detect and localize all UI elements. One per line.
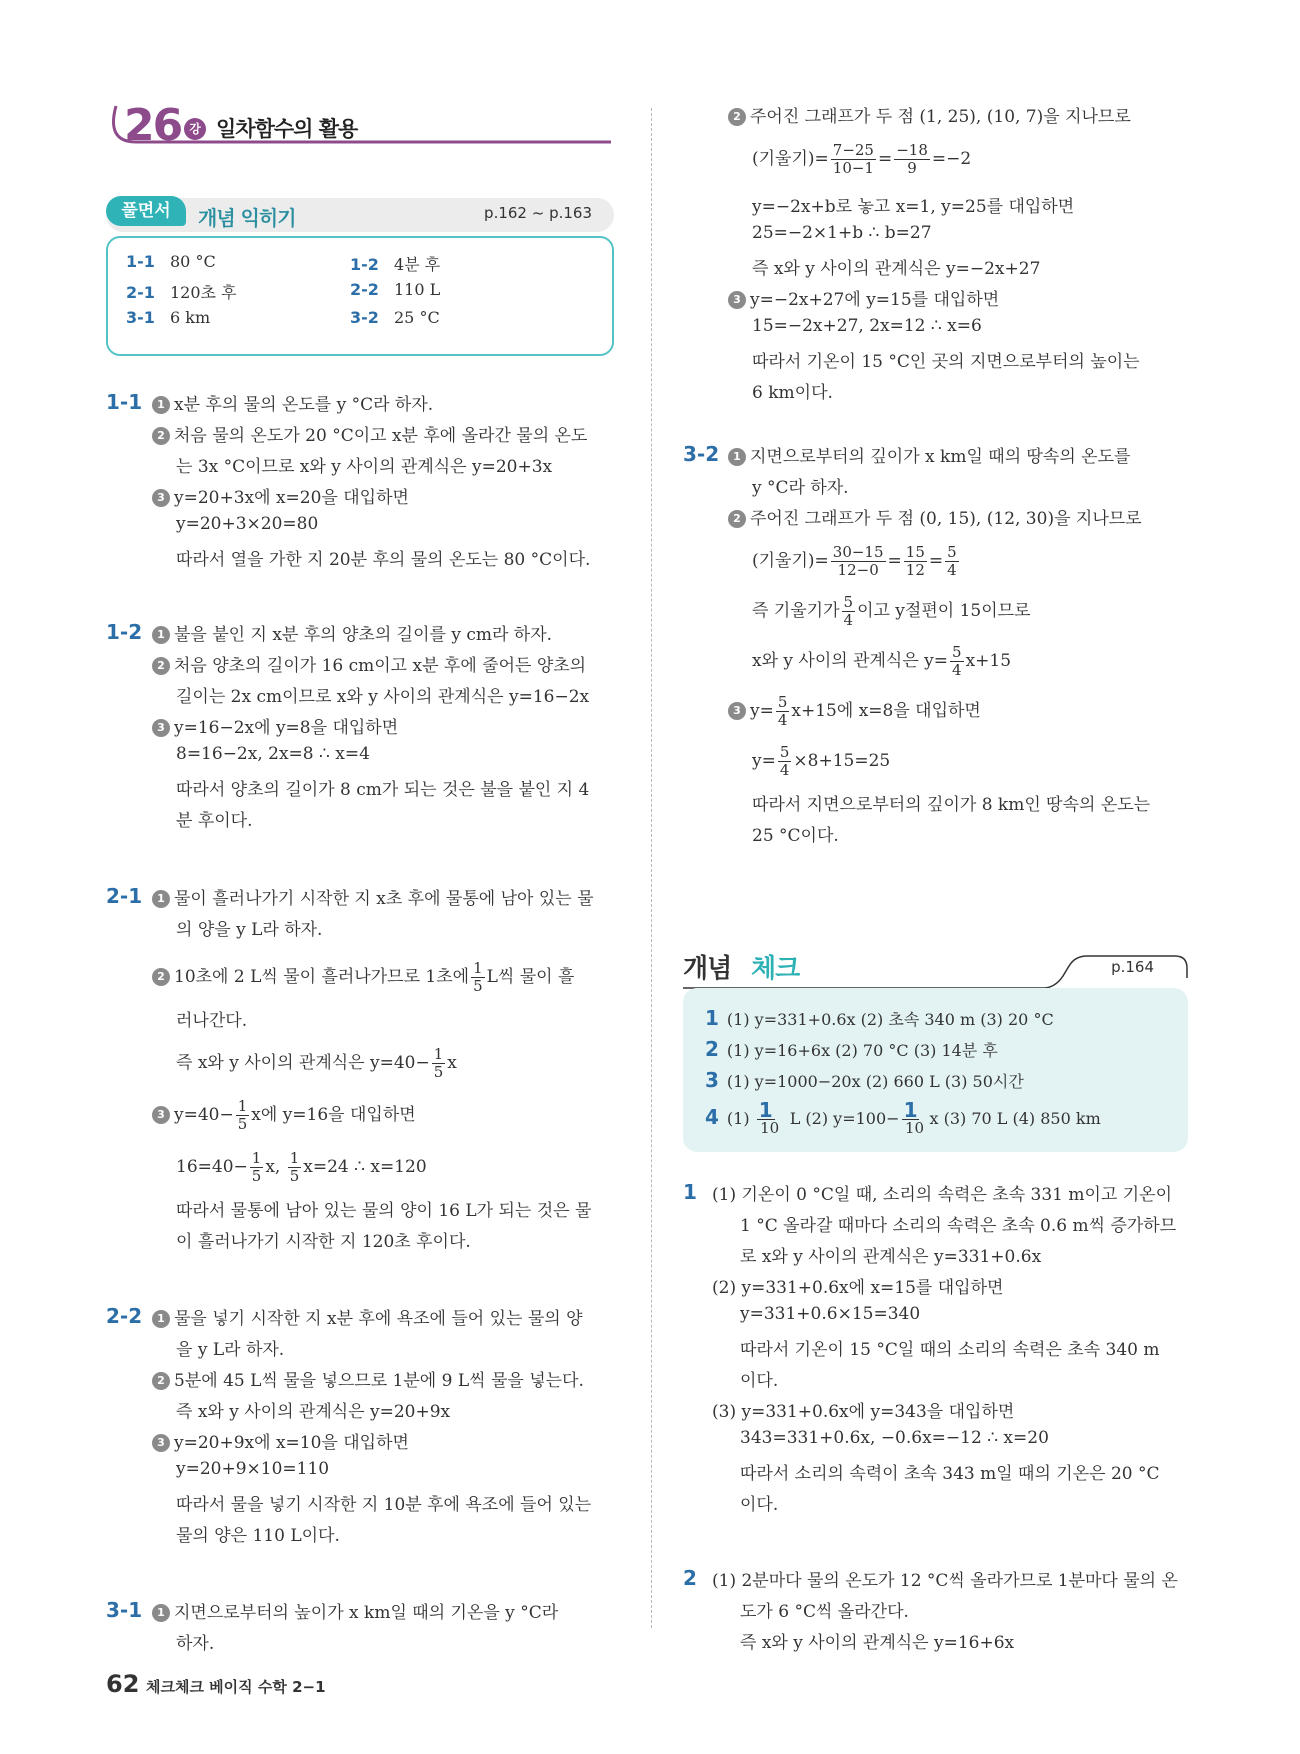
fraction: $\frac{1}{5}$: [433, 1045, 444, 1081]
solution-line: 3 y=16−2x에 y=8을 대입하면: [152, 713, 398, 738]
solution-line: 2 주어진 그래프가 두 점 (1, 25), (10, 7)을 지나므로: [728, 102, 1131, 127]
solution-line: y=20+9×10=110: [176, 1459, 330, 1479]
problem-label: 1-1: [106, 390, 143, 414]
problem-label: 3-2: [683, 442, 720, 466]
step-3-badge: 3: [152, 719, 170, 737]
solution-line: 1 물이 흘러나가기 시작한 지 x초 후에 물통에 남아 있는 물: [152, 884, 594, 909]
answer-item: 1-1 80 °C: [126, 252, 216, 271]
solution-line: 따라서 물을 넣기 시작한 지 10분 후에 욕조에 들어 있는: [176, 1495, 592, 1515]
step-2-badge: 2: [152, 1372, 170, 1390]
solution-line: 1 물을 넣기 시작한 지 x분 후에 욕조에 들어 있는 물의 양: [152, 1304, 583, 1329]
solution-line: 3 y=20+3x에 x=20을 대입하면: [152, 483, 409, 508]
solution-line: 즉 기울기가 $\frac{5}{4}$ 이고 y절편이 15이므로: [752, 593, 1031, 629]
solution-line: 2 10초에 2 L씩 물이 흘러나가므로 1초에 $\frac{1}{5}$ L씩 물이 흘: [152, 960, 574, 995]
solution-line: (3) y=331+0.6x에 y=343을 대입하면: [712, 1402, 1015, 1422]
solution-line: 즉 x와 y 사이의 관계식은 y=40− $\frac{1}{5}$ x: [176, 1045, 457, 1081]
fraction: $\frac{30-15}{12-0}$: [832, 543, 884, 579]
solution-line: 따라서 물통에 남아 있는 물의 양이 16 L가 되는 것은 물: [176, 1201, 592, 1221]
check-problem-number: 2: [683, 1566, 697, 1590]
solution-line: 1 °C 올라갈 때마다 소리의 속력은 초속 0.6 m씩 증가하므: [740, 1216, 1177, 1236]
lesson-title: 일차함수의 활용: [216, 117, 358, 141]
solution-line: 3 y=20+9x에 x=10을 대입하면: [152, 1428, 409, 1453]
step-1-badge: 1: [152, 626, 170, 644]
solution-line: y=20+3×20=80: [176, 514, 319, 534]
solution-line: 3 y=−2x+27에 y=15를 대입하면: [728, 285, 999, 310]
solution-line: 이다.: [740, 1371, 779, 1391]
solution-line: 16=40− $\frac{1}{5}$ x, $\frac{1}{5}$ x=24 ∴ x=120: [176, 1149, 427, 1185]
solution-line: y=−2x+b로 놓고 x=1, y=25를 대입하면: [752, 197, 1075, 217]
solution-line: 2 처음 양초의 길이가 16 cm이고 x분 후에 줄어든 양초의: [152, 651, 586, 676]
step-1-badge: 1: [152, 1604, 170, 1622]
fraction: $\frac{1}{5}$: [473, 959, 483, 995]
fraction: $\frac{5}{4}$: [947, 543, 957, 579]
problem-label: 1-2: [106, 620, 143, 644]
solution-line: 2 5분에 45 L씩 물을 넣으므로 1분에 9 L씩 물을 넣는다.: [152, 1366, 584, 1391]
solution-line: 하자.: [176, 1634, 215, 1654]
solution-line: (기울기)= $\frac{30-15}{12-0}$ = $\frac{15}{12}$ = $\frac{5}{4}$: [752, 543, 957, 579]
solution-line: 따라서 열을 가한 지 20분 후의 물의 온도는 80 °C이다.: [176, 550, 591, 570]
solution-line: x와 y 사이의 관계식은 y= $\frac{5}{4}$ x+15: [752, 643, 1012, 679]
fraction: $\frac{15}{12}$: [905, 543, 925, 579]
solution-line: y °C라 하자.: [752, 478, 849, 498]
step-3-badge: 3: [152, 1434, 170, 1452]
check-answer-row: 4 (1) $\frac{1}{10}$ L (2) y=100− $\frac{1}{10}$ x (3) 70 L (4) 850 km: [705, 1098, 1101, 1137]
check-problem-number: 1: [683, 1180, 697, 1204]
step-1-badge: 1: [728, 448, 746, 466]
solution-line: 8=16−2x, 2x=8 ∴ x=4: [176, 744, 370, 764]
solution-line: (2) y=331+0.6x에 x=15를 대입하면: [712, 1278, 1004, 1298]
concept-check-header: [683, 948, 1190, 990]
solution-line: 이 흘러나가기 시작한 지 120초 후이다.: [176, 1232, 471, 1252]
lesson-header: [106, 96, 614, 160]
check-answer-row: 1 (1) y=331+0.6x (2) 초속 340 m (3) 20 °C: [705, 1006, 1054, 1030]
check-answer-row: 3 (1) y=1000−20x (2) 660 L (3) 50시간: [705, 1068, 1024, 1092]
fraction: $\frac{5}{4}$: [843, 593, 854, 629]
problem-label: 3-1: [106, 1598, 143, 1622]
fraction: $\frac{-18}{9}$: [896, 141, 928, 177]
solution-line: 25=−2×1+b ∴ b=27: [752, 223, 932, 243]
solution-line: 3 y=40− $\frac{1}{5}$ x에 y=16을 대입하면: [152, 1098, 416, 1133]
solution-line: (1) 기온이 0 °C일 때, 소리의 속력은 초속 331 m이고 기온이: [712, 1185, 1173, 1205]
solution-line: 즉 x와 y 사이의 관계식은 y=16+6x: [740, 1633, 1015, 1653]
lesson-suffix-badge: 강: [184, 118, 206, 140]
solution-line: y= $\frac{5}{4}$ ×8+15=25: [752, 743, 891, 779]
step-3-badge: 3: [152, 1106, 170, 1124]
answer-item: 1-2 4분 후: [350, 255, 441, 274]
solution-line: 1 지면으로부터의 높이가 x km일 때의 기온을 y °C라: [152, 1598, 558, 1623]
solution-line: 15=−2x+27, 2x=12 ∴ x=6: [752, 316, 982, 336]
solution-line: 따라서 지면으로부터의 깊이가 8 km인 땅속의 온도는: [752, 795, 1151, 815]
solution-line: 2 주어진 그래프가 두 점 (0, 15), (12, 30)을 지나므로: [728, 504, 1142, 529]
solution-line: 따라서 소리의 속력이 초속 343 m일 때의 기온은 20 °C: [740, 1464, 1160, 1484]
step-2-badge: 2: [152, 427, 170, 445]
solution-line: 로 x와 y 사이의 관계식은 y=331+0.6x: [740, 1247, 1042, 1267]
ribbon-tag: 풀면서: [106, 196, 186, 226]
check-title-1: 개념: [683, 954, 732, 984]
step-3-badge: 3: [728, 291, 746, 309]
step-2-badge: 2: [728, 510, 746, 528]
ribbon-title: 개념 익히기: [198, 206, 296, 230]
solution-line: 길이는 2x cm이므로 x와 y 사이의 관계식은 y=16−2x: [176, 687, 590, 707]
answer-box: [106, 236, 614, 356]
solution-line: 따라서 기온이 15 °C일 때의 소리의 속력은 초속 340 m: [740, 1340, 1160, 1360]
step-1-badge: 1: [152, 1310, 170, 1328]
step-1-badge: 1: [152, 396, 170, 414]
solution-line: 을 y L라 하자.: [176, 1340, 285, 1360]
fraction: $\frac{5}{4}$: [777, 693, 788, 729]
solution-line: 따라서 양초의 길이가 8 cm가 되는 것은 불을 붙인 지 4: [176, 780, 590, 800]
step-3-badge: 3: [728, 702, 746, 720]
fraction: $\frac{1}{10}$: [758, 1098, 780, 1137]
problem-label: 2-1: [106, 884, 143, 908]
solution-line: 도가 6 °C씩 올라간다.: [740, 1602, 909, 1622]
check-title-2: 체크: [751, 954, 800, 984]
solution-line: 분 후이다.: [176, 811, 253, 831]
solution-line: 343=331+0.6x, −0.6x=−12 ∴ x=20: [740, 1428, 1049, 1448]
answer-item: 2-1 120초 후: [126, 283, 237, 302]
solution-line: 1 지면으로부터의 깊이가 x km일 때의 땅속의 온도를: [728, 442, 1130, 467]
solution-line: 따라서 기온이 15 °C인 곳의 지면으로부터의 높이는: [752, 352, 1140, 372]
solution-line: 3 y= $\frac{5}{4}$ x+15에 x=8을 대입하면: [728, 694, 981, 729]
lesson-number: 26: [124, 100, 182, 151]
concept-ribbon: [106, 196, 614, 232]
solution-line: 1 x분 후의 물의 온도를 y °C라 하자.: [152, 390, 433, 415]
concept-check-answers: [683, 988, 1188, 1152]
solution-line: 의 양을 y L라 하자.: [176, 920, 323, 940]
fraction: $\frac{7-25}{10-1}$: [832, 141, 874, 177]
answer-item: 3-1 6 km: [126, 308, 211, 327]
problem-label: 2-2: [106, 1304, 143, 1328]
check-answer-row: 2 (1) y=16+6x (2) 70 °C (3) 14분 후: [705, 1037, 998, 1061]
fraction: $\frac{1}{5}$: [251, 1149, 262, 1185]
fraction: $\frac{5}{4}$: [952, 643, 962, 679]
step-2-badge: 2: [152, 657, 170, 675]
solution-line: 즉 x와 y 사이의 관계식은 y=20+9x: [176, 1402, 451, 1422]
solution-line: 6 km이다.: [752, 383, 833, 403]
solution-line: 이다.: [740, 1495, 779, 1515]
lesson-underline: [106, 96, 616, 160]
solution-line: 러나간다.: [176, 1011, 248, 1031]
solution-line: 물의 양은 110 L이다.: [176, 1526, 340, 1546]
fraction: $\frac{1}{10}$: [903, 1098, 925, 1137]
column-divider: [651, 108, 652, 1628]
step-2-badge: 2: [152, 968, 170, 986]
solution-line: y=331+0.6×15=340: [740, 1304, 921, 1324]
step-1-badge: 1: [152, 890, 170, 908]
solution-line: (기울기)= $\frac{7-25}{10-1}$ = $\frac{-18}{9}$ =−2: [752, 141, 972, 177]
solution-line: (1) 2분마다 물의 온도가 12 °C씩 올라가므로 1분마다 물의 온: [712, 1571, 1178, 1591]
answer-item: 2-2 110 L: [350, 280, 441, 299]
solution-line: 즉 x와 y 사이의 관계식은 y=−2x+27: [752, 259, 1041, 279]
answer-item: 3-2 25 °C: [350, 308, 440, 327]
fraction: $\frac{1}{5}$: [237, 1097, 248, 1133]
solution-line: 25 °C이다.: [752, 826, 839, 846]
fraction: $\frac{5}{4}$: [779, 743, 790, 779]
solution-line: 1 불을 붙인 지 x분 후의 양초의 길이를 y cm라 하자.: [152, 620, 552, 645]
solution-line: 는 3x °C이므로 x와 y 사이의 관계식은 y=20+3x: [176, 457, 553, 477]
page-number: 62: [106, 1670, 140, 1698]
book-title: 체크체크 베이직 수학 2−1: [146, 1678, 326, 1696]
step-3-badge: 3: [152, 489, 170, 507]
check-pages: p.164: [1111, 958, 1154, 976]
ribbon-pages: p.162 ~ p.163: [484, 204, 592, 222]
step-2-badge: 2: [728, 108, 746, 126]
fraction: $\frac{1}{5}$: [289, 1149, 300, 1185]
solution-line: 2 처음 물의 온도가 20 °C이고 x분 후에 올라간 물의 온도: [152, 421, 587, 446]
